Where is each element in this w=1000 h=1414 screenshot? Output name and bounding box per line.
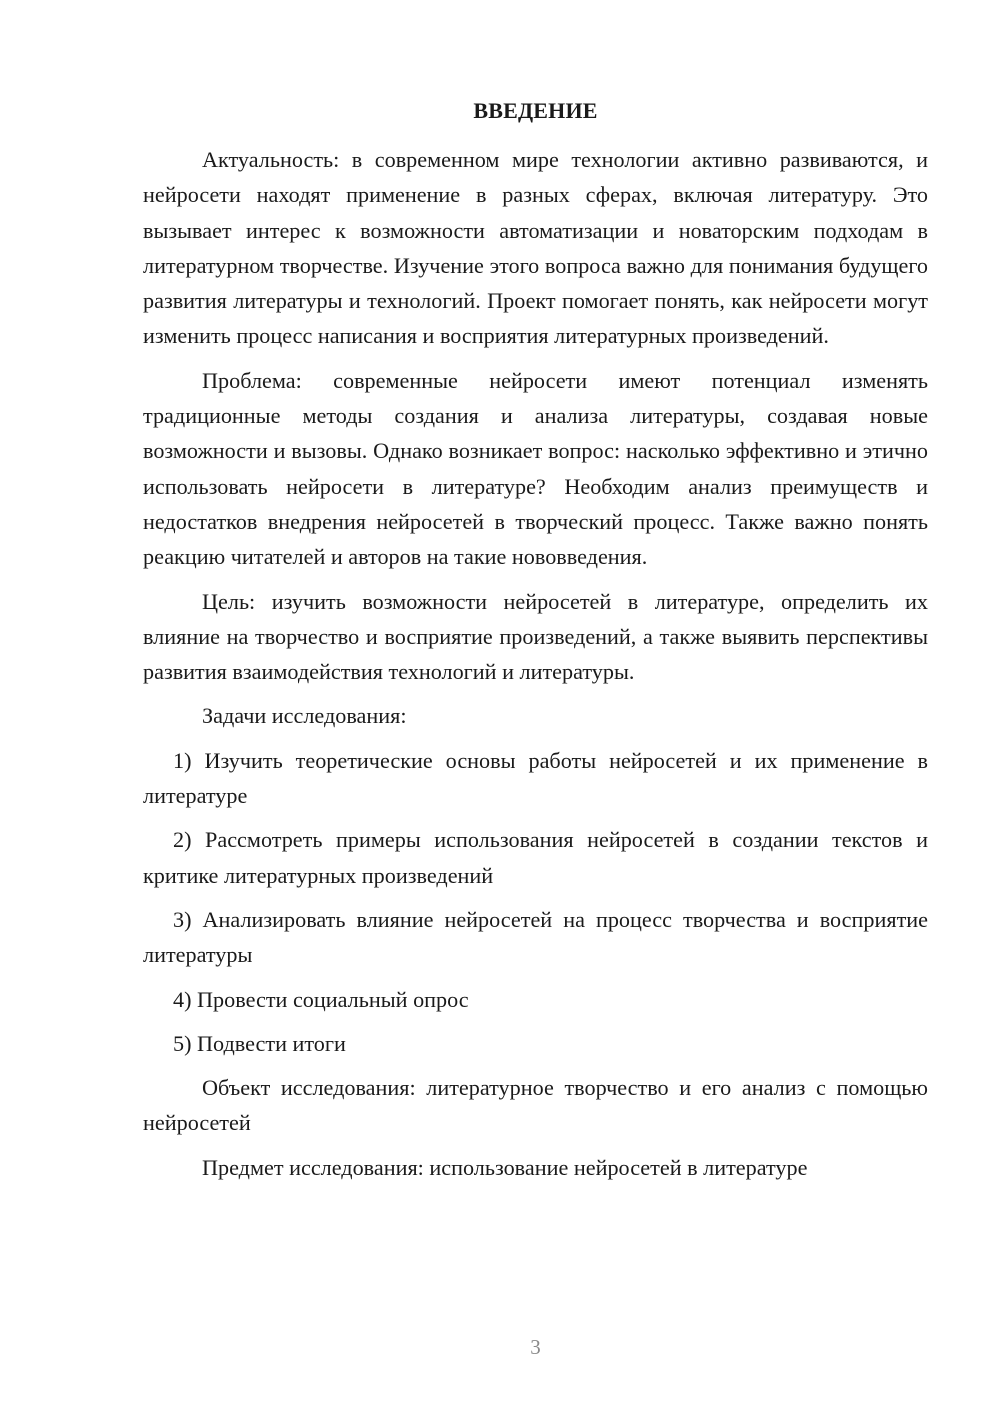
- page-number: 3: [530, 1335, 541, 1359]
- document-body: [143, 142, 928, 1194]
- document-page: [143, 0, 928, 1414]
- task-item-3: 3) Анализировать влияние нейросетей на процесс творчества и восприятие литературы: [143, 906, 928, 968]
- paragraph-subject: Предмет исследования: использование нейросетей в литературе: [202, 1154, 808, 1180]
- paragraph-tasks-heading: Задачи исследования:: [202, 703, 407, 729]
- paragraph-goal: Цель: изучить возможности нейросетей в литературе, определить их влияние на творчество и восприятие произведений, а также выявить перспективы развития взаимодействия технологий и литературы.: [143, 588, 928, 685]
- paragraph-object: Объект исследования: литературное творчество и его анализ с помощью нейросетей: [143, 1075, 928, 1136]
- task-item-2: 2) Рассмотреть примеры использования нейросетей в создании текстов и критике литературных произведений: [143, 827, 928, 888]
- page-title: ВВЕДЕНИЕ: [473, 98, 598, 123]
- task-item-5: 5) Подвести итоги: [173, 1030, 346, 1056]
- paragraph-relevance: Актуальность: в современном мире технологии активно развиваются, и нейросети находят применение в разных сферах, включая литературу. Это вызывает интерес к возможности автоматизации и новаторским подходам в литературном творчестве. Изучение этого вопроса важно для понимания будущего развития литературы и технологий. Проект помогает понять, как нейросети могут изменить процесс написания и восприятия литературных произведений.: [143, 147, 928, 349]
- task-item-4: 4) Провести социальный опрос: [173, 986, 469, 1012]
- paragraph-problem: Проблема: современные нейросети имеют потенциал изменять традиционные методы создания и анализа литературы, создавая новые возможности и вызовы. Однако возникает вопрос: насколько эффективно и этично использовать нейросети в литературе? Необходим анализ преимуществ и недостатков внедрения нейросетей в творческий процесс. Также важно понять реакцию читателей и авторов на такие нововведения.: [143, 367, 928, 570]
- task-item-1: 1) Изучить теоретические основы работы нейросетей и их применение в литературе: [143, 747, 928, 809]
